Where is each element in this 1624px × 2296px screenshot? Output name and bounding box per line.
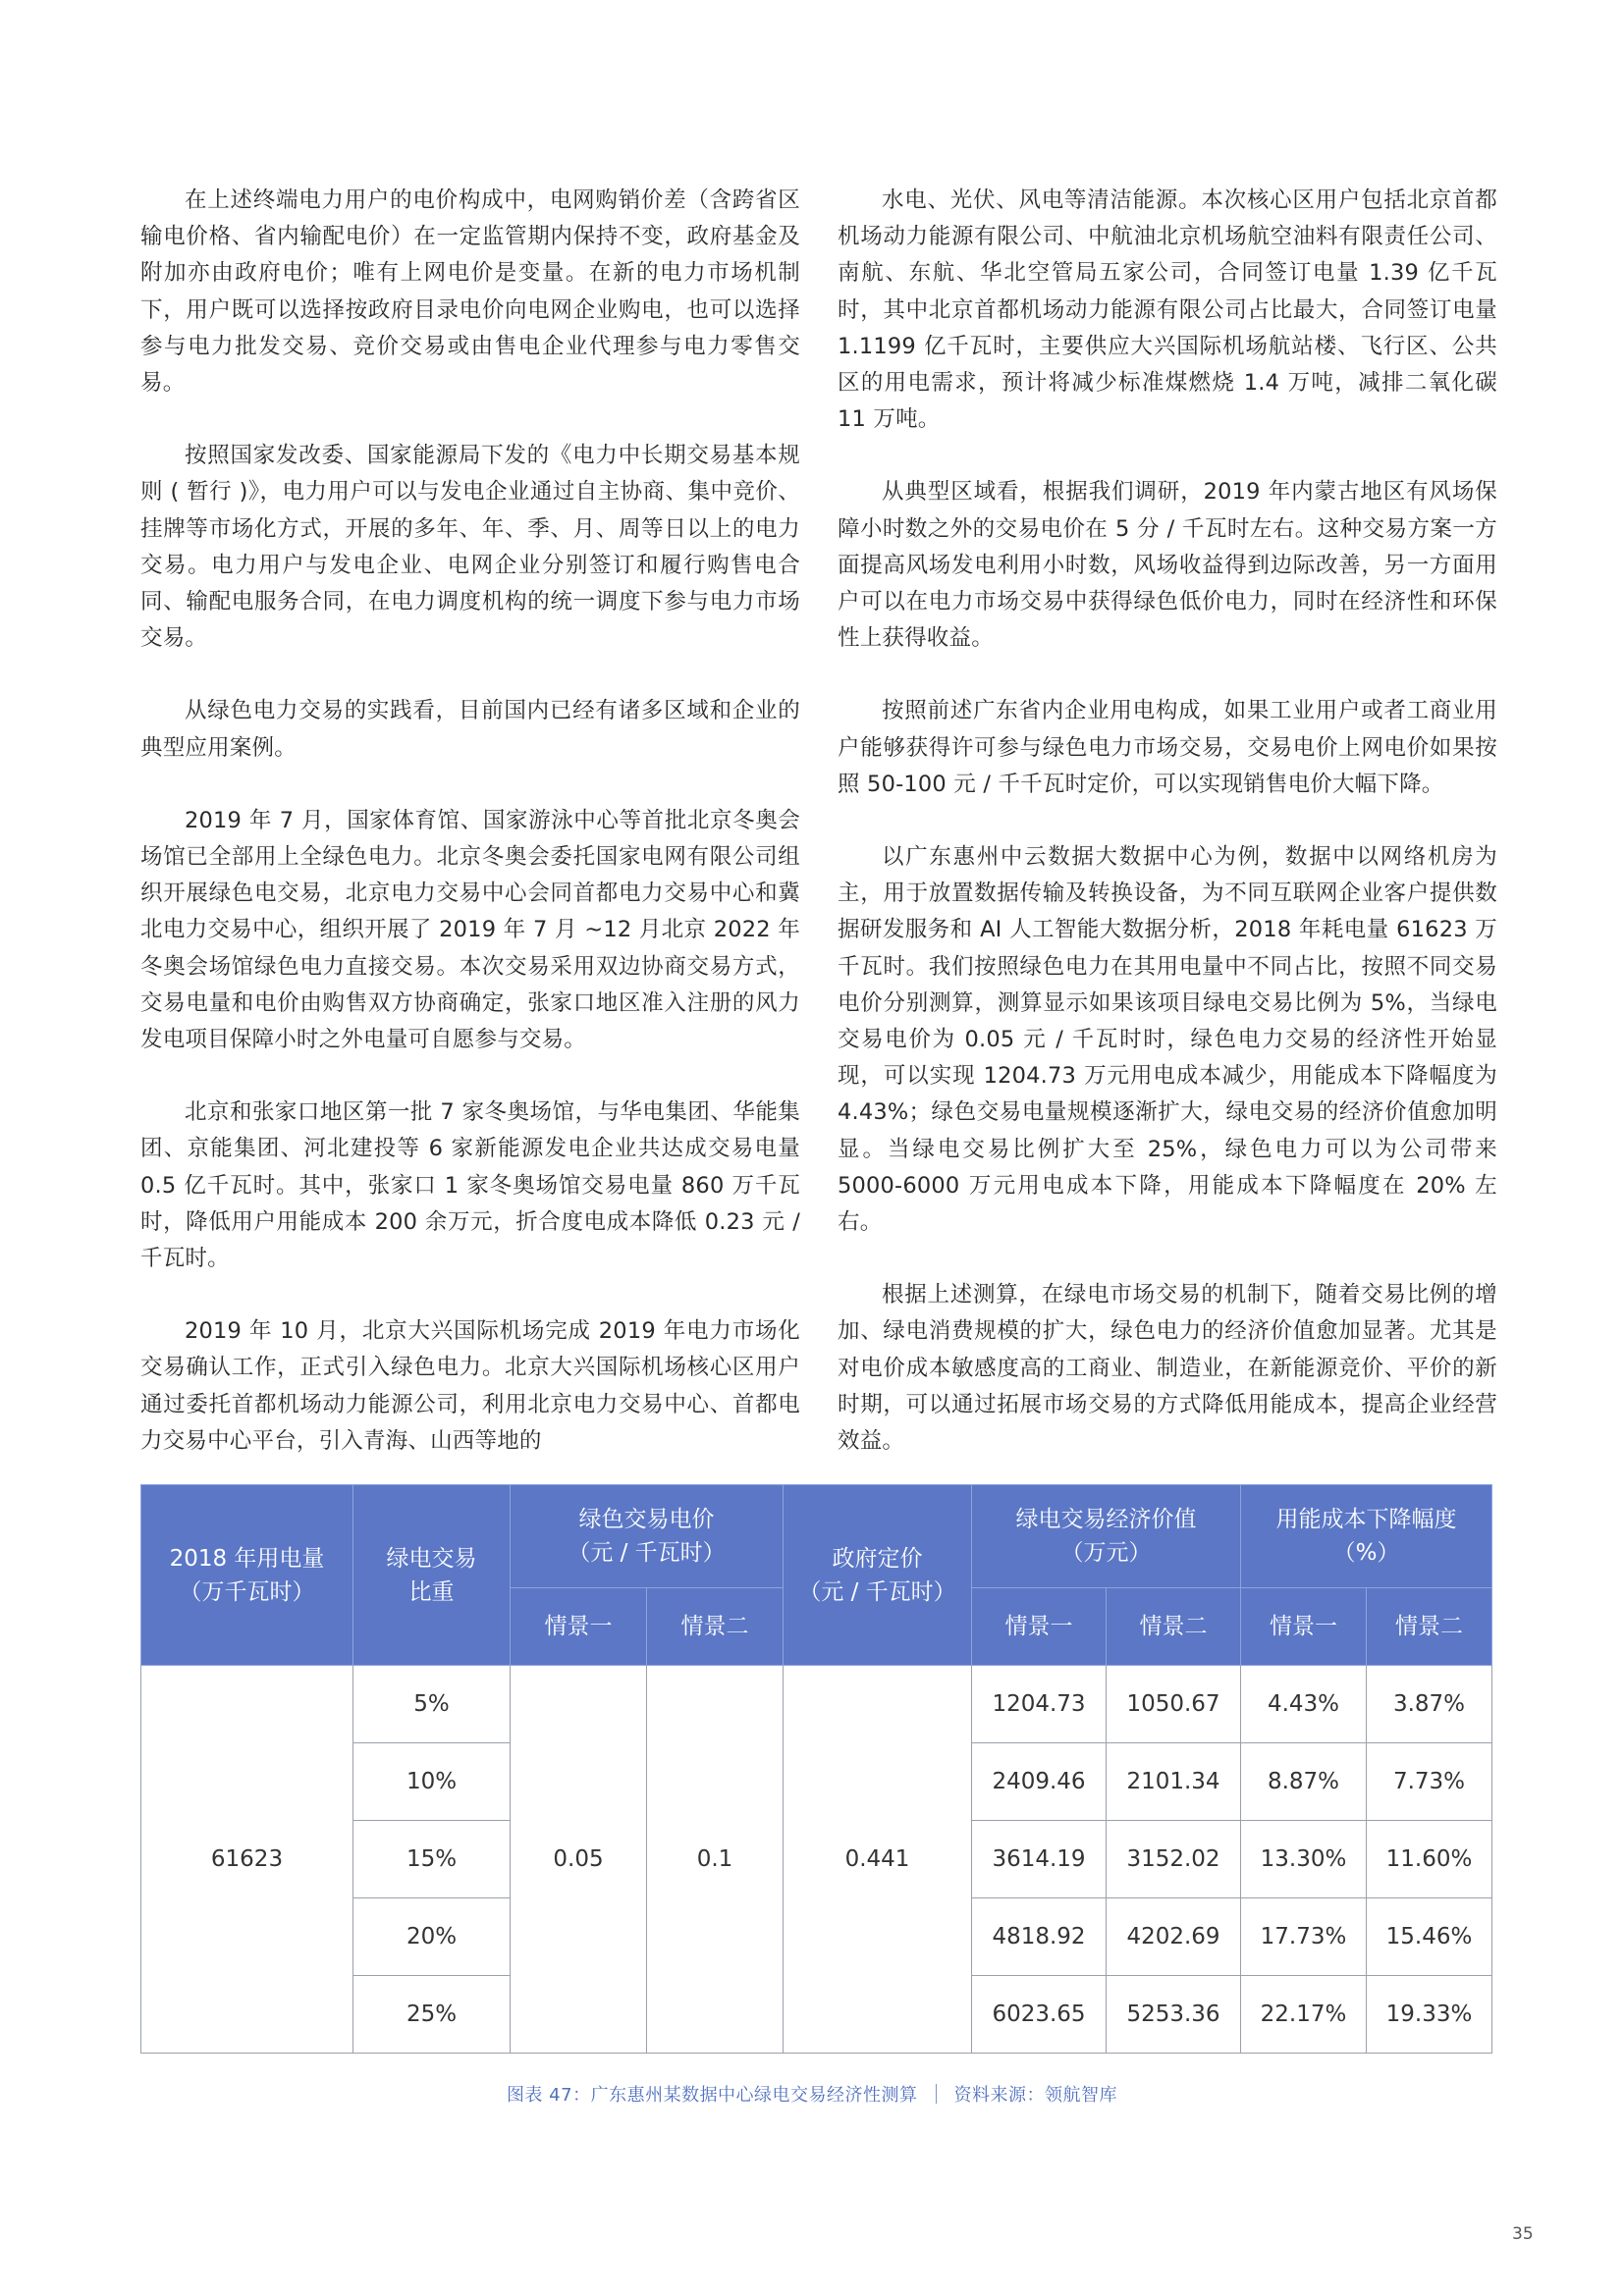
table-caption bbox=[0, 2081, 1624, 2107]
header-ratio: 绿电交易 比重 bbox=[353, 1485, 511, 1666]
cell-ratio: 20% bbox=[353, 1898, 511, 1976]
cell-ratio: 10% bbox=[353, 1743, 511, 1821]
paragraph: 在上述终端电力用户的电价构成中，电网购销价差（含跨省区输电价格、省内输配电价）在一定监管期内保持不变，政府基金及附加亦由政府电价；唯有上网电价是变量。在新的电力市场机制下，用户既可以选择按政府目录电价向电网企业购电，也可以选择参与电力批发交易、竞价交易或由售电企业代理参与电力零售交易。 bbox=[140, 187, 800, 397]
paragraph: 从典型区域看，根据我们调研，2019 年内蒙古地区有风场保障小时数之外的交易电价在 5 分 / 千瓦时左右。这种交易方案一方面提高风场发电利用小时数，风场收益得到边际改善，另一方面用户可以在电力市场交易中获得绿色低价电力，同时在经济性和环保性上获得收益。 bbox=[838, 479, 1497, 652]
header-scenario-1: 情景一 bbox=[972, 1588, 1107, 1666]
green-power-economics-table bbox=[140, 1484, 1492, 2054]
paragraph: 按照国家发改委、国家能源局下发的《电力中长期交易基本规则 ( 暂行 )》，电力用户可以与发电企业通过自主协商、集中竞价、挂牌等市场化方式，开展的多年、年、季、月、周等日以上的电力交易。电力用户与发电企业、电网企业分别签订和履行购售电合同、输配电服务合同，在电力调度机构的统一调度下参与电力市场交易。 bbox=[140, 443, 800, 652]
page-number: 35 bbox=[1512, 2224, 1534, 2244]
cell-drop-s2: 7.73% bbox=[1367, 1743, 1492, 1821]
header-scenario-1: 情景一 bbox=[511, 1588, 647, 1666]
paragraph: 2019 年 10 月，北京大兴国际机场完成 2019 年电力市场化交易确认工作，正式引入绿色电力。北京大兴国际机场核心区用户通过委托首都机场动力能源公司，利用北京电力交易中心、首都电力交易中心平台，引入青海、山西等地的 bbox=[140, 1318, 800, 1454]
cell-usage: 61623 bbox=[141, 1666, 353, 2054]
caption-source: 资料来源：领航智库 bbox=[953, 2085, 1118, 2106]
cell-drop-s2: 11.60% bbox=[1367, 1821, 1492, 1898]
paragraph: 以广东惠州中云数据大数据中心为例，数据中以网络机房为主，用于放置数据传输及转换设备，为不同互联网企业客户提供数据研发服务和 AI 人工智能大数据分析，2018 年耗电量 61623 万千瓦时。我们按照绿色电力在其用电量中不同占比，按照不同交易电价分别测算，测算显示如果该项目绿电交易比例为 5%，当绿电交易电价为 0.05 元 / 千瓦时时，绿色电力交易的经济性开始显现，可以实现 1204.73 万元用电成本减少，用能成本下降幅度为 4.43%；绿色交易电量规模逐渐扩大，绿电交易的经济价值愈加明显。当绿电交易比例扩大至 25%，绿色电力可以为公司带来 5000-6000 万元用电成本下降，用能成本下降幅度在 20% 左右。 bbox=[838, 844, 1497, 1236]
paragraph: 从绿色电力交易的实践看，目前国内已经有诸多区域和企业的典型应用案例。 bbox=[140, 698, 800, 761]
header-green-price: 绿色交易电价 （元 / 千瓦时） bbox=[511, 1485, 784, 1588]
cell-drop-s2: 19.33% bbox=[1367, 1976, 1492, 2054]
header-cost-drop: 用能成本下降幅度 （%） bbox=[1241, 1485, 1492, 1588]
paragraph: 按照前述广东省内企业用电构成，如果工业用户或者工商业用户能够获得许可参与绿色电力市场交易，交易电价上网电价如果按照 50-100 元 / 千千瓦时定价，可以实现销售电价大幅下降。 bbox=[838, 698, 1497, 797]
paragraph: 根据上述测算，在绿电市场交易的机制下，随着交易比例的增加、绿电消费规模的扩大，绿色电力的经济价值愈加显著。尤其是对电价成本敏感度高的工商业、制造业，在新能源竞价、平价的新时期，可以通过拓展市场交易的方式降低用能成本，提高企业经营效益。 bbox=[838, 1282, 1497, 1455]
cell-econ-s2: 2101.34 bbox=[1107, 1743, 1241, 1821]
header-scenario-1: 情景一 bbox=[1241, 1588, 1367, 1666]
cell-econ-s2: 3152.02 bbox=[1107, 1821, 1241, 1898]
cell-ratio: 5% bbox=[353, 1666, 511, 1743]
cell-econ-s1: 2409.46 bbox=[972, 1743, 1107, 1821]
caption-separator bbox=[936, 2084, 937, 2104]
cell-ratio: 15% bbox=[353, 1821, 511, 1898]
cell-econ-s2: 5253.36 bbox=[1107, 1976, 1241, 2054]
header-econ-value: 绿电交易经济价值 （万元） bbox=[972, 1485, 1241, 1588]
data-table-container bbox=[140, 1484, 1491, 2054]
header-scenario-2: 情景二 bbox=[647, 1588, 784, 1666]
cell-drop-s1: 22.17% bbox=[1241, 1976, 1367, 2054]
cell-econ-s1: 6023.65 bbox=[972, 1976, 1107, 2054]
header-gov-price: 政府定价 （元 / 千瓦时） bbox=[784, 1485, 972, 1666]
header-scenario-2: 情景二 bbox=[1107, 1588, 1241, 1666]
table-row bbox=[141, 1666, 1492, 1743]
cell-drop-s1: 13.30% bbox=[1241, 1821, 1367, 1898]
cell-green-price-s2: 0.1 bbox=[647, 1666, 784, 2054]
cell-econ-s2: 1050.67 bbox=[1107, 1666, 1241, 1743]
cell-drop-s1: 17.73% bbox=[1241, 1898, 1367, 1976]
cell-gov-price: 0.441 bbox=[784, 1666, 972, 2054]
cell-green-price-s1: 0.05 bbox=[511, 1666, 647, 2054]
cell-econ-s1: 4818.92 bbox=[972, 1898, 1107, 1976]
cell-drop-s2: 15.46% bbox=[1367, 1898, 1492, 1976]
cell-drop-s1: 4.43% bbox=[1241, 1666, 1367, 1743]
left-text-column bbox=[140, 183, 800, 1496]
cell-drop-s1: 8.87% bbox=[1241, 1743, 1367, 1821]
paragraph: 北京和张家口地区第一批 7 家冬奥场馆，与华电集团、华能集团、京能集团、河北建投等 6 家新能源发电企业共达成交易电量 0.5 亿千瓦时。其中，张家口 1 家冬奥场馆交易电量 860 万千瓦时，降低用户用能成本 200 余万元，折合度电成本降低 0.23 元 / 千瓦时。 bbox=[140, 1099, 800, 1272]
caption-title: 图表 47：广东惠州某数据中心绿电交易经济性测算 bbox=[506, 2085, 918, 2106]
cell-econ-s1: 1204.73 bbox=[972, 1666, 1107, 1743]
header-scenario-2: 情景二 bbox=[1367, 1588, 1492, 1666]
right-text-column bbox=[838, 183, 1497, 1496]
header-usage: 2018 年用电量 （万千瓦时） bbox=[141, 1485, 353, 1666]
cell-econ-s2: 4202.69 bbox=[1107, 1898, 1241, 1976]
cell-ratio: 25% bbox=[353, 1976, 511, 2054]
cell-drop-s2: 3.87% bbox=[1367, 1666, 1492, 1743]
cell-econ-s1: 3614.19 bbox=[972, 1821, 1107, 1898]
paragraph: 2019 年 7 月，国家体育馆、国家游泳中心等首批北京冬奥会场馆已全部用上全绿色电力。北京冬奥会委托国家电网有限公司组织开展绿色电交易，北京电力交易中心会同首都电力交易中心和冀北电力交易中心，组织开展了 2019 年 7 月 ~12 月北京 2022 年冬奥会场馆绿色电力直接交易。本次交易采用双边协商交易方式，交易电量和电价由购售双方协商确定，张家口地区准入注册的风力发电项目保障小时之外电量可自愿参与交易。 bbox=[140, 807, 800, 1053]
paragraph: 水电、光伏、风电等清洁能源。本次核心区用户包括北京首都机场动力能源有限公司、中航油北京机场航空油料有限责任公司、南航、东航、华北空管局五家公司，合同签订电量 1.39 亿千瓦时，其中北京首都机场动力能源有限公司占比最大，合同签订电量 1.1199 亿千瓦时，主要供应大兴国际机场航站楼、飞行区、公共区的用电需求，预计将减少标准煤燃烧 1.4 万吨，减排二氧化碳 11 万吨。 bbox=[838, 187, 1497, 433]
